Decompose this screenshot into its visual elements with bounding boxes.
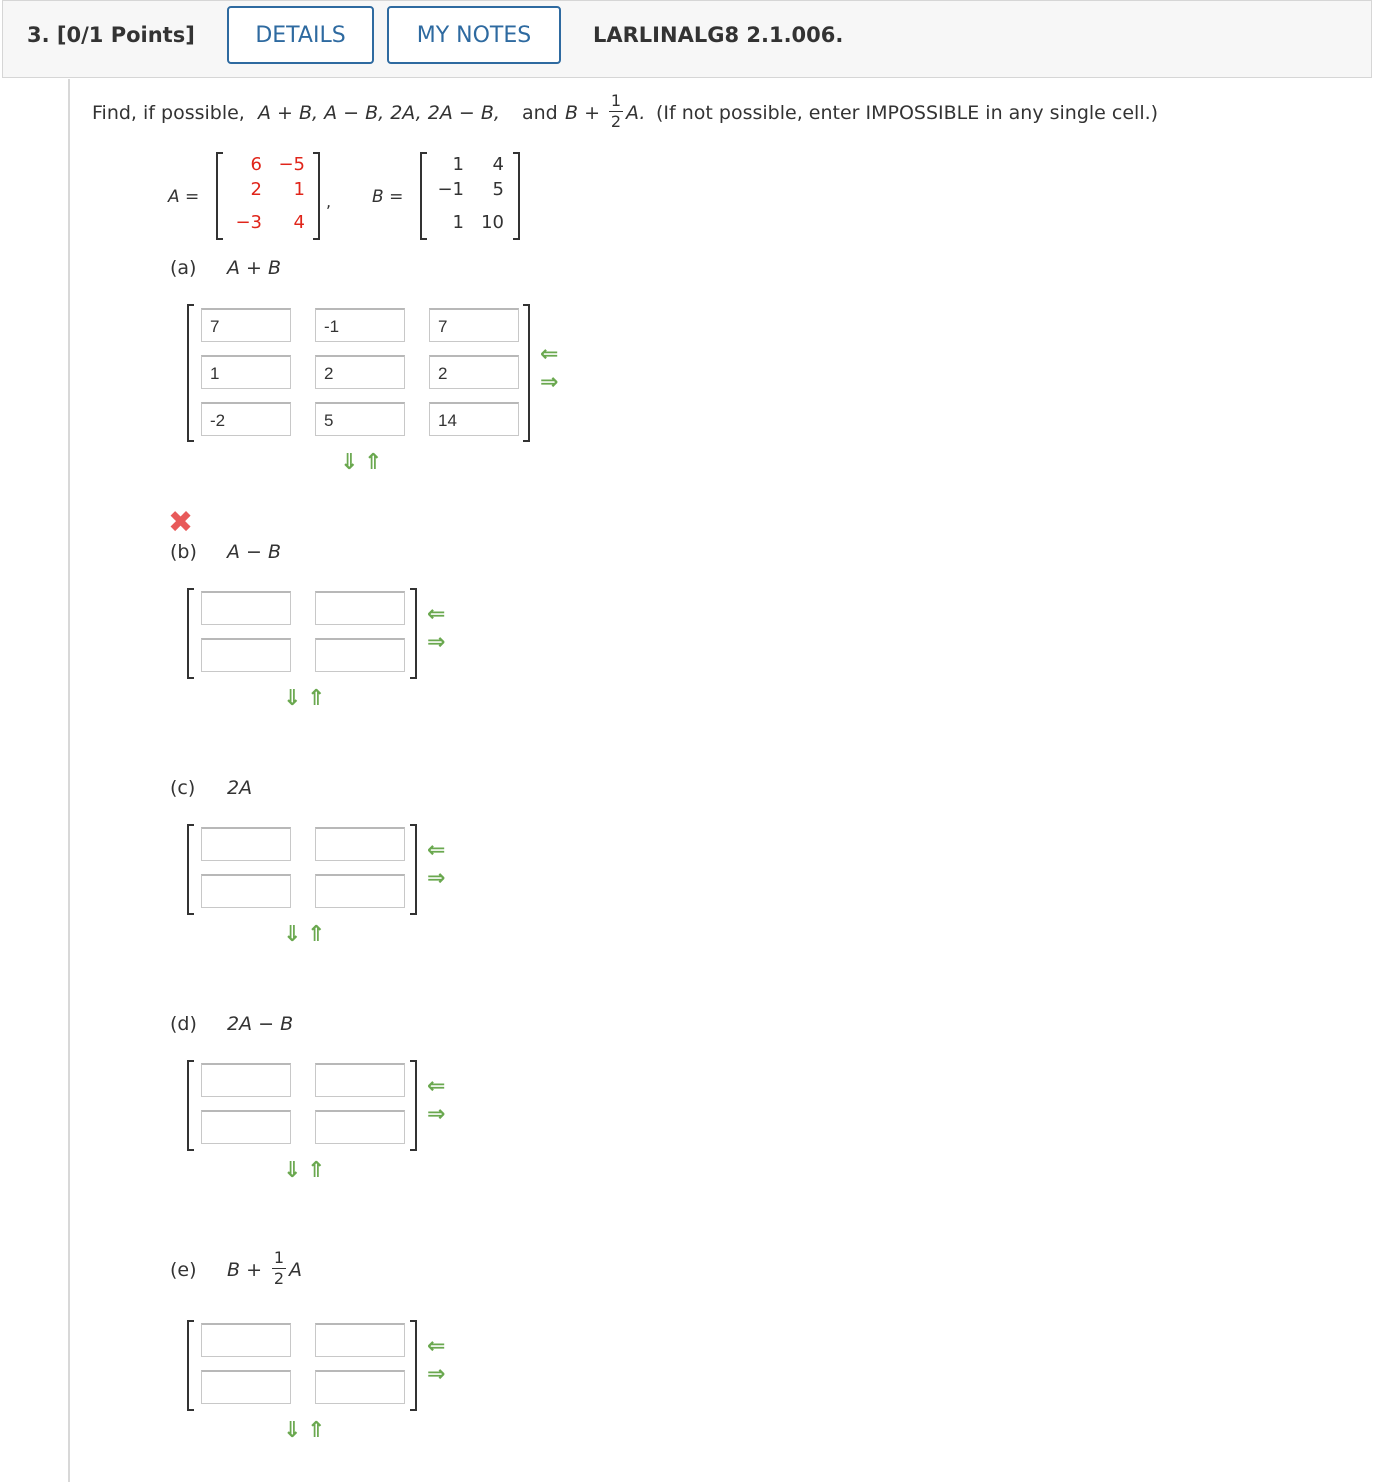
arrow-down-icon[interactable]: ⇓: [283, 1158, 302, 1183]
matrix-answer-cell[interactable]: [315, 591, 405, 625]
arrow-right-icon[interactable]: ⇒: [427, 1102, 446, 1127]
arrow-up-icon[interactable]: ⇑: [307, 1418, 326, 1443]
part-c-right-bracket: [410, 824, 417, 915]
arrow-down-icon[interactable]: ⇓: [340, 450, 359, 475]
part-a-expression: A + B: [227, 257, 282, 279]
matrix-answer-cell[interactable]: [201, 1370, 291, 1404]
matrix-b-cell: 1: [452, 212, 464, 233]
part-d-label: (d): [170, 1013, 197, 1035]
matrix-separator: ,: [326, 192, 332, 211]
part-e-label: (e): [170, 1259, 197, 1281]
part-e-expression-prefix: B +: [227, 1259, 262, 1281]
arrow-right-icon[interactable]: ⇒: [427, 1362, 446, 1387]
arrow-left-icon[interactable]: ⇐: [427, 1074, 446, 1099]
matrix-a-cell: −5: [278, 154, 305, 175]
question-number: 3. [0/1 Points]: [27, 23, 195, 47]
prompt-and: and: [522, 102, 558, 124]
matrix-a-cell: −3: [235, 212, 262, 233]
matrix-answer-cell[interactable]: 7: [429, 308, 519, 342]
part-b-right-bracket: [410, 588, 417, 679]
prompt-b-plus: B +: [565, 102, 600, 124]
matrix-answer-cell[interactable]: [201, 874, 291, 908]
matrix-answer-cell[interactable]: [315, 1323, 405, 1357]
matrix-a-left-bracket: [216, 152, 223, 240]
matrix-b-left-bracket: [420, 152, 427, 240]
matrix-answer-cell[interactable]: 1: [201, 355, 291, 389]
matrix-b-label: B =: [372, 187, 404, 207]
part-d-left-bracket: [187, 1060, 194, 1151]
x-mark-icon: ✖: [168, 505, 194, 540]
matrix-a-cell: 2: [250, 179, 262, 200]
question-left-border: [68, 79, 70, 1482]
arrow-left-icon[interactable]: ⇐: [427, 838, 446, 863]
arrow-up-icon[interactable]: ⇑: [307, 1158, 326, 1183]
matrix-answer-cell[interactable]: [315, 1063, 405, 1097]
matrix-b-right-bracket: [513, 152, 520, 240]
my-notes-button[interactable]: MY NOTES: [387, 6, 561, 64]
matrix-answer-cell[interactable]: 5: [315, 402, 405, 436]
arrow-left-icon[interactable]: ⇐: [427, 1334, 446, 1359]
arrow-right-icon[interactable]: ⇒: [427, 866, 446, 891]
matrix-a-cell: 1: [293, 179, 305, 200]
matrix-b-cell: 4: [492, 154, 504, 175]
matrix-answer-cell[interactable]: [201, 591, 291, 625]
arrow-left-icon[interactable]: ⇐: [427, 602, 446, 627]
matrix-answer-cell[interactable]: 2: [315, 355, 405, 389]
matrix-answer-cell[interactable]: [315, 827, 405, 861]
prompt-instruction: (If not possible, enter IMPOSSIBLE in any single cell.): [656, 102, 1159, 124]
part-e-left-bracket: [187, 1320, 194, 1411]
matrix-answer-cell[interactable]: -1: [315, 308, 405, 342]
arrow-right-icon[interactable]: ⇒: [540, 370, 559, 395]
arrow-left-icon[interactable]: ⇐: [540, 342, 559, 367]
matrix-b-cell: 5: [492, 179, 504, 200]
part-a-left-bracket: [187, 304, 194, 442]
matrix-b-cell: 1: [452, 154, 464, 175]
part-e-expression-suffix: A: [289, 1259, 302, 1281]
matrix-b-cell: 10: [481, 212, 504, 233]
matrix-answer-cell[interactable]: [201, 1063, 291, 1097]
part-b-left-bracket: [187, 588, 194, 679]
matrix-answer-cell[interactable]: [201, 1110, 291, 1144]
matrix-answer-cell[interactable]: [315, 638, 405, 672]
matrix-a-label: A =: [168, 187, 200, 207]
part-a-label: (a): [170, 257, 197, 279]
matrix-answer-cell[interactable]: [315, 874, 405, 908]
matrix-answer-cell[interactable]: 7: [201, 308, 291, 342]
matrix-b-cell: −1: [437, 179, 464, 200]
problem-code: LARLINALG8 2.1.006.: [593, 23, 844, 47]
details-button[interactable]: DETAILS: [227, 6, 374, 64]
matrix-answer-cell[interactable]: [315, 1370, 405, 1404]
arrow-up-icon[interactable]: ⇑: [307, 922, 326, 947]
arrow-down-icon[interactable]: ⇓: [283, 1418, 302, 1443]
prompt-a-letter: A.: [626, 102, 646, 124]
matrix-a-cell: 4: [293, 212, 305, 233]
arrow-down-icon[interactable]: ⇓: [283, 686, 302, 711]
question-header: [2, 0, 1372, 78]
matrix-answer-cell[interactable]: [315, 1110, 405, 1144]
part-d-expression: 2A − B: [227, 1013, 294, 1035]
arrow-down-icon[interactable]: ⇓: [283, 922, 302, 947]
matrix-answer-cell[interactable]: [201, 1323, 291, 1357]
matrix-a-cell: 6: [250, 154, 262, 175]
part-e-fraction: 1 2: [273, 1248, 285, 1288]
part-c-label: (c): [170, 777, 196, 799]
matrix-answer-cell[interactable]: [201, 827, 291, 861]
arrow-right-icon[interactable]: ⇒: [427, 630, 446, 655]
matrix-answer-cell[interactable]: 2: [429, 355, 519, 389]
part-d-right-bracket: [410, 1060, 417, 1151]
part-c-expression: 2A: [227, 777, 253, 799]
prompt-ops: A + B, A − B, 2A, 2A − B,: [258, 102, 500, 124]
prompt-fraction: 1 2: [610, 91, 622, 131]
matrix-answer-cell[interactable]: 14: [429, 402, 519, 436]
matrix-answer-cell[interactable]: -2: [201, 402, 291, 436]
arrow-up-icon[interactable]: ⇑: [364, 450, 383, 475]
arrow-up-icon[interactable]: ⇑: [307, 686, 326, 711]
matrix-answer-cell[interactable]: [201, 638, 291, 672]
points-label: [0/1 Points]: [56, 23, 195, 47]
part-c-left-bracket: [187, 824, 194, 915]
part-a-right-bracket: [523, 304, 530, 442]
matrix-a-right-bracket: [313, 152, 320, 240]
part-b-label: (b): [170, 541, 197, 563]
part-b-expression: A − B: [227, 541, 282, 563]
prompt-start: Find, if possible,: [92, 102, 245, 124]
part-e-right-bracket: [410, 1320, 417, 1411]
